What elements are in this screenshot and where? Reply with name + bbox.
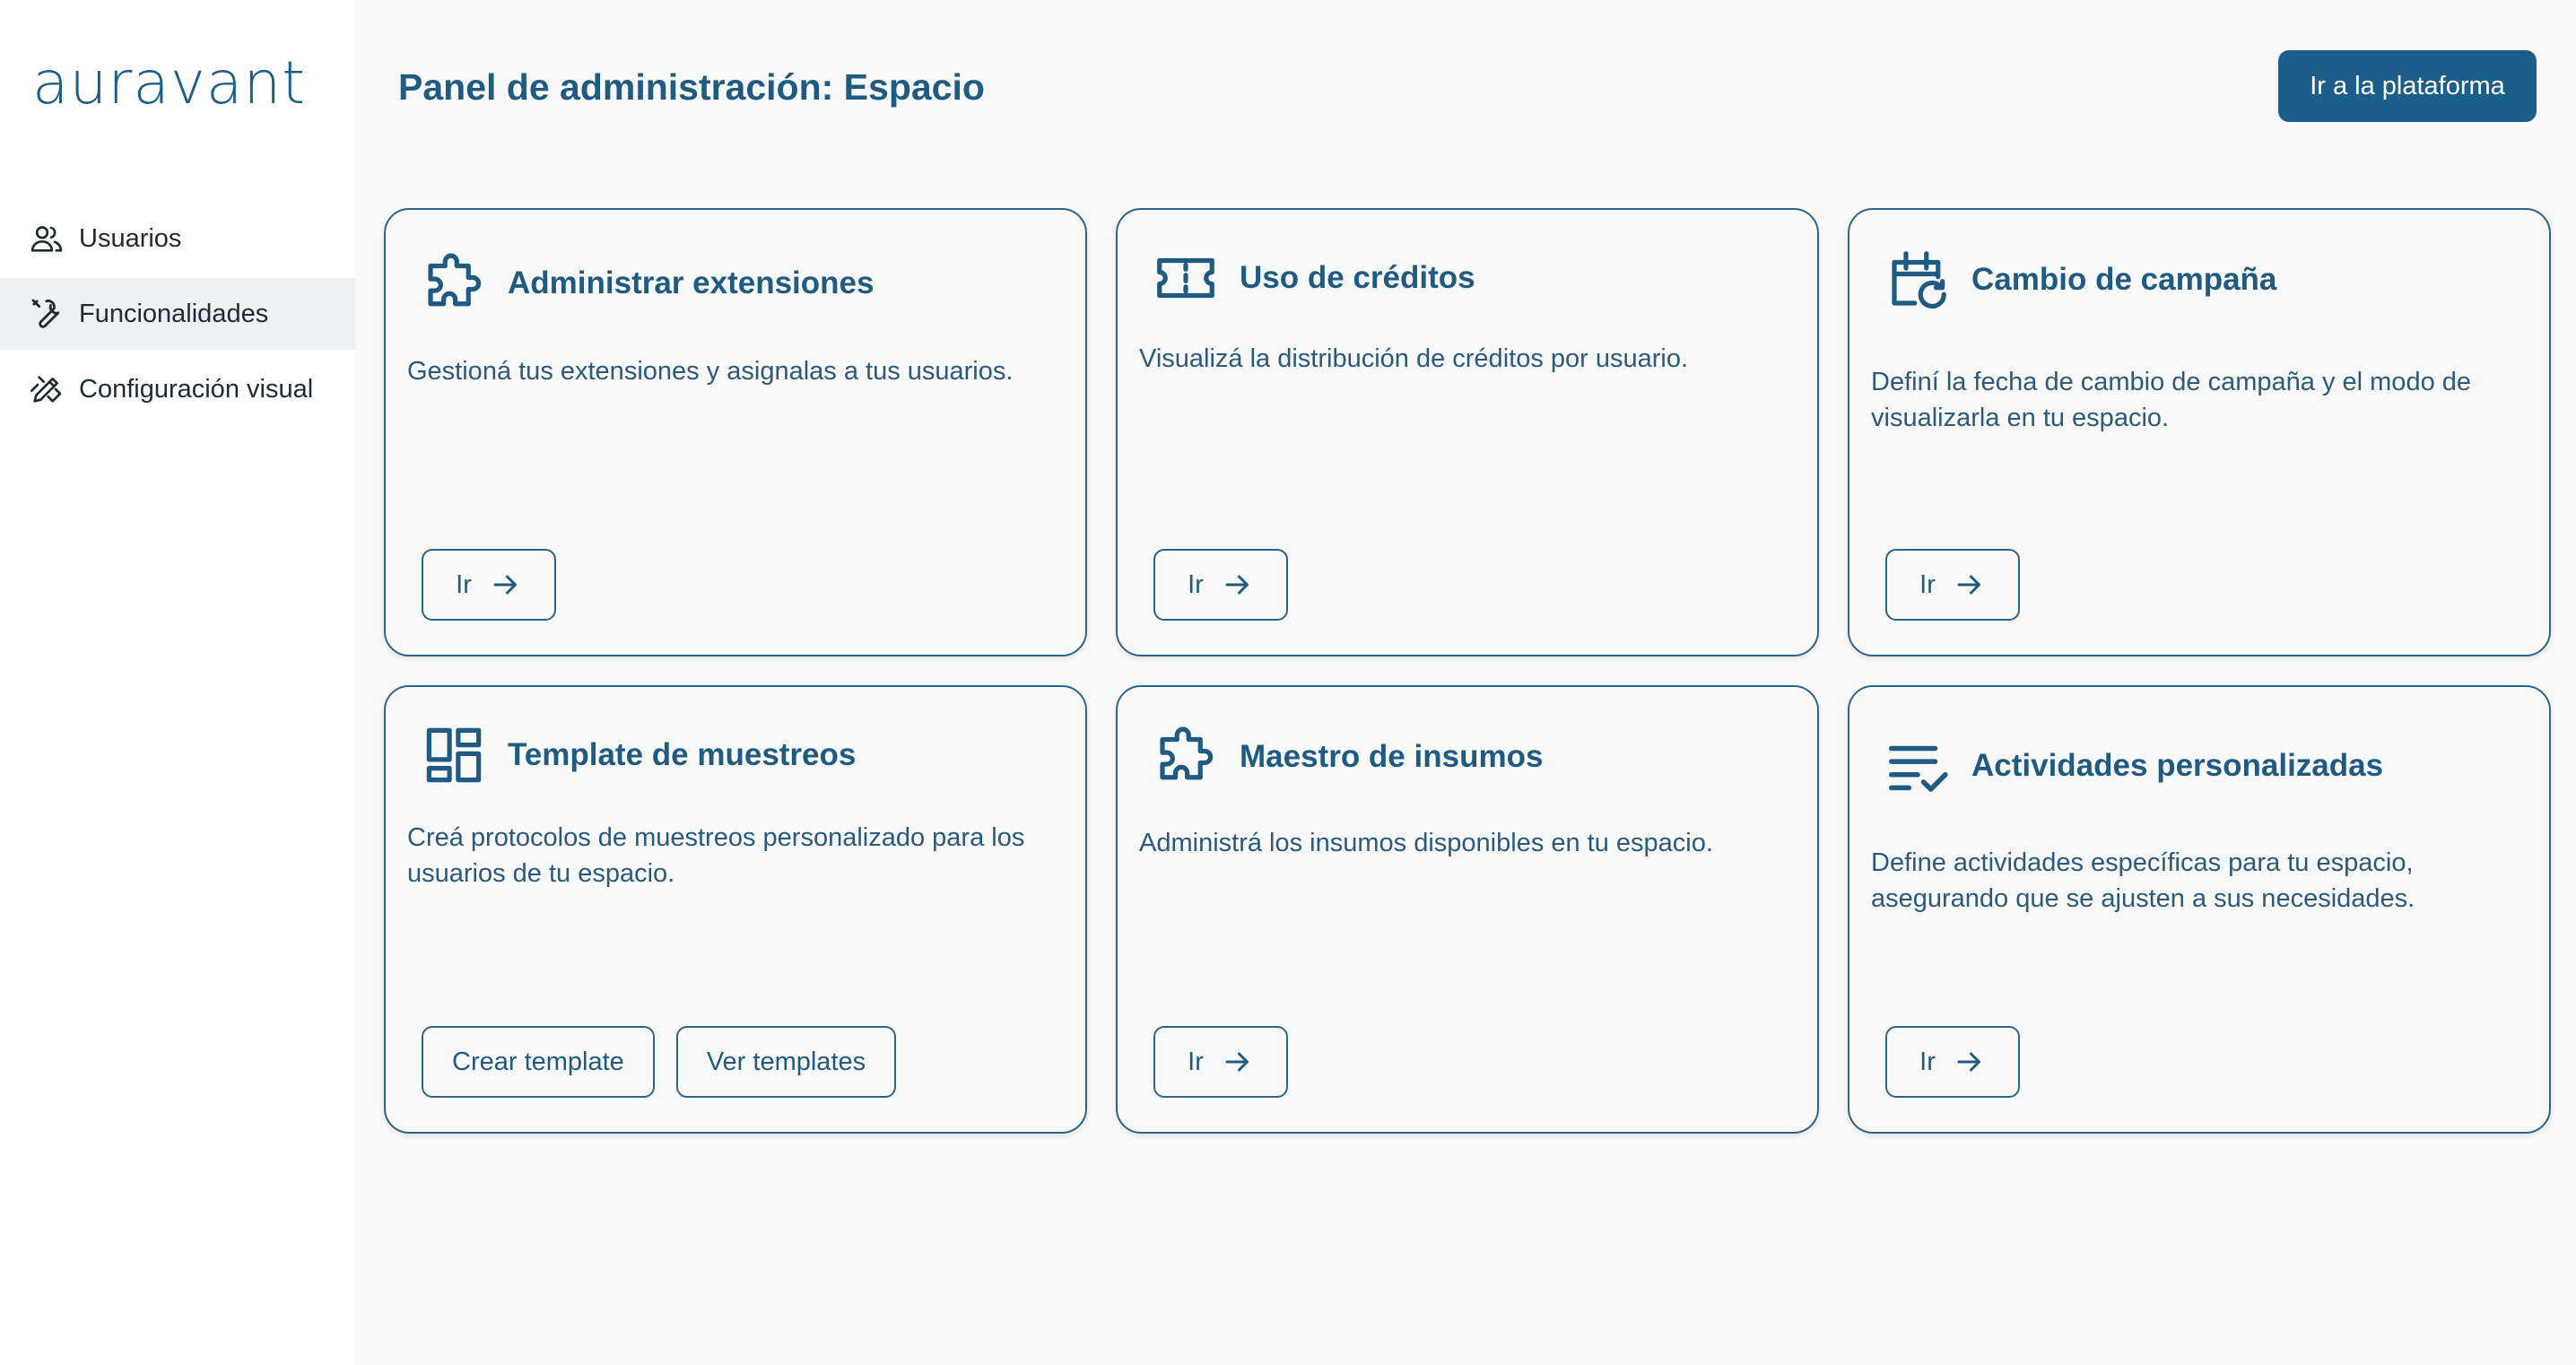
ir-button-label: Ir <box>456 569 472 599</box>
calendar-refresh-icon <box>1882 244 1954 316</box>
card-description: Visualizá la distribución de créditos por usuario. <box>1139 344 1689 373</box>
arrow-right-icon <box>1954 1046 1986 1078</box>
list-check-icon <box>1882 730 1954 802</box>
card-header <box>418 719 856 791</box>
card-actions <box>422 1026 896 1098</box>
card-cambio-de-campana <box>1848 208 2551 656</box>
puzzle-icon <box>418 248 490 319</box>
card-description: Creá protocolos de muestreos personalizado para los usuarios de tu espacio. <box>407 823 1025 888</box>
card-header <box>418 248 874 319</box>
ir-button[interactable] <box>422 549 556 621</box>
pen-ruler-icon <box>27 370 66 409</box>
ticket-icon <box>1150 242 1222 314</box>
card-description: Gestioná tus extensiones y asignalas a tus usuarios. <box>407 357 1014 386</box>
card-header <box>1150 721 1543 793</box>
sidebar-item-label: Configuración visual <box>79 374 314 404</box>
card-header <box>1882 730 2383 802</box>
card-administrar-extensiones <box>384 208 1087 656</box>
ir-button-label: Ir <box>1188 569 1204 599</box>
sidebar-item-funcionalidades[interactable] <box>0 278 355 350</box>
sidebar <box>0 0 355 1365</box>
arrow-right-icon <box>1222 1046 1254 1078</box>
ir-button[interactable] <box>1885 1026 2020 1098</box>
card-maestro-de-insumos <box>1116 685 1819 1134</box>
sidebar-item-label: Usuarios <box>79 223 182 253</box>
ir-button[interactable] <box>1153 1026 1288 1098</box>
layout-grid-icon <box>418 719 490 791</box>
card-description: Definí la fecha de cambio de campaña y el modo de visualizarla en tu espacio. <box>1871 368 2472 432</box>
sidebar-item-usuarios[interactable] <box>0 203 355 274</box>
card-title: Template de muestreos <box>508 737 857 772</box>
sidebar-item-configuracion-visual[interactable] <box>0 353 355 425</box>
ir-button[interactable] <box>1885 549 2020 621</box>
sidebar-item-label: Funcionalidades <box>79 299 269 328</box>
users-icon <box>27 219 66 258</box>
card-template-de-muestreos <box>384 685 1087 1134</box>
sidebar-nav <box>0 203 355 425</box>
arrow-right-icon <box>1954 569 1986 601</box>
card-title: Uso de créditos <box>1240 260 1475 295</box>
arrow-right-icon <box>490 569 522 601</box>
card-header <box>1882 244 2276 316</box>
card-actividades-personalizadas <box>1848 685 2551 1134</box>
card-actions <box>1885 549 2020 621</box>
ir-button-label: Ir <box>1188 1047 1204 1076</box>
card-description: Administrá los insumos disponibles en tu espacio. <box>1139 829 1713 857</box>
ir-button-label: Ir <box>1919 569 1936 599</box>
wrench-icon <box>27 294 66 334</box>
card-actions <box>1153 549 1288 621</box>
card-description: Define actividades específicas para tu espacio, asegurando que se ajusten a sus necesidades. <box>1871 848 2415 913</box>
card-header <box>1150 242 1475 314</box>
card-title: Actividades personalizadas <box>1971 748 2384 783</box>
card-actions <box>422 549 556 621</box>
go-to-platform-button[interactable]: Ir a la plataforma <box>2278 50 2537 122</box>
puzzle-icon <box>1150 721 1222 793</box>
ver-templates-button[interactable]: Ver templates <box>676 1026 896 1098</box>
auravant-logo[interactable]: auravant <box>32 48 307 117</box>
ir-button-label: Ir <box>1919 1047 1936 1076</box>
features-grid <box>384 208 2551 1137</box>
page-title: Panel de administración: Espacio <box>398 66 985 108</box>
card-actions <box>1885 1026 2020 1098</box>
card-title: Administrar extensiones <box>508 265 875 300</box>
arrow-right-icon <box>1222 569 1254 601</box>
card-actions <box>1153 1026 1288 1098</box>
ir-button[interactable] <box>1153 549 1288 621</box>
crear-template-button[interactable]: Crear template <box>422 1026 655 1098</box>
card-title: Cambio de campaña <box>1971 262 2277 297</box>
card-uso-de-creditos <box>1116 208 1819 656</box>
card-title: Maestro de insumos <box>1240 739 1544 774</box>
